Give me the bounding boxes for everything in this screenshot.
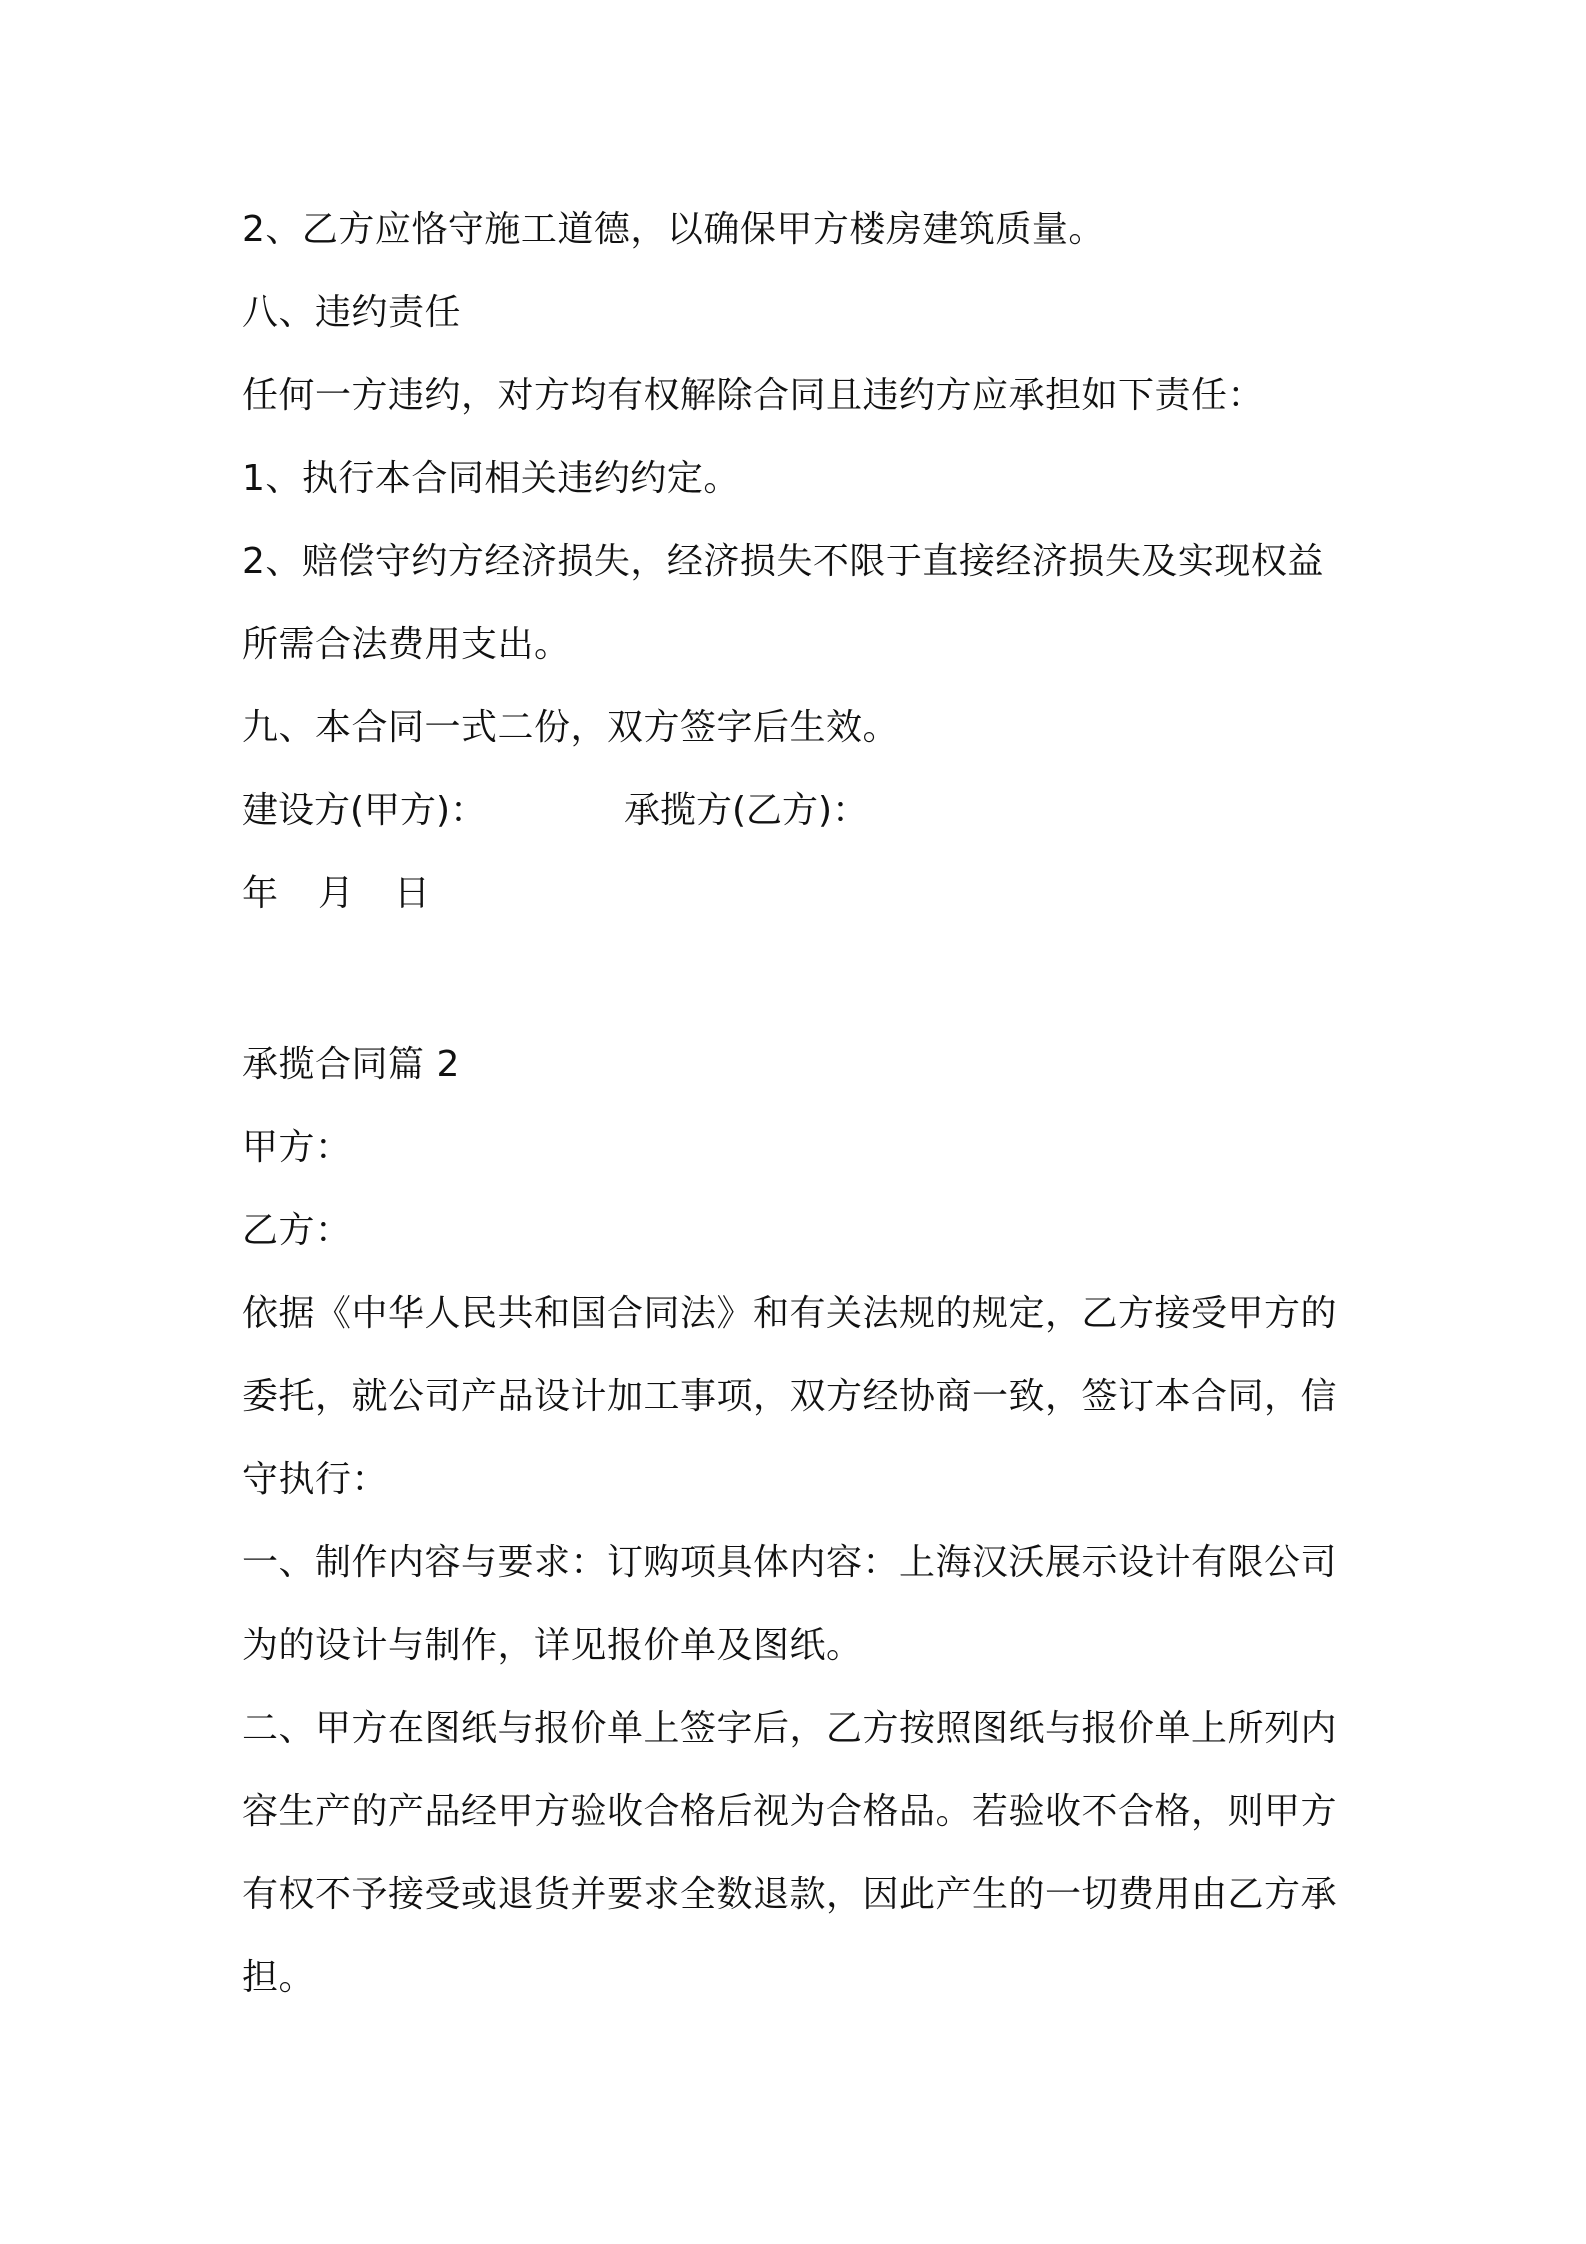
date-month: 月 — [318, 873, 355, 914]
preamble-line-3: 守执行： — [242, 1459, 389, 1500]
section-1-line-2: 为的设计与制作，详见报价单及图纸。 — [242, 1625, 863, 1666]
section-2-line-2: 容生产的产品经甲方验收合格后视为合格品。若验收不合格，则甲方 — [242, 1791, 1338, 1832]
part-2-title: 承揽合同篇 2 — [242, 1044, 460, 1085]
clause-7-2: 2、乙方应恪守施工道德，以确保甲方楼房建筑质量。 — [242, 209, 1105, 250]
section-8-intro: 任何一方违约，对方均有权解除合同且违约方应承担如下责任： — [242, 375, 1265, 416]
signature-party-b: 承揽方(乙方)： — [624, 790, 869, 831]
section-8-item-2-line-1: 2、赔偿守约方经济损失，经济损失不限于直接经济损失及实现权益 — [242, 541, 1324, 582]
section-8-title: 八、违约责任 — [242, 292, 462, 333]
preamble-line-1: 依据《中华人民共和国合同法》和有关法规的规定，乙方接受甲方的 — [242, 1293, 1338, 1334]
section-8-item-2-line-2: 所需合法费用支出。 — [242, 624, 571, 665]
date-row — [242, 870, 430, 918]
signature-party-a: 建设方(甲方)： — [242, 790, 487, 831]
section-2-line-3: 有权不予接受或退货并要求全数退款，因此产生的一切费用由乙方承 — [242, 1874, 1338, 1915]
section-8-item-1: 1、执行本合同相关违约约定。 — [242, 458, 740, 499]
section-2-line-4: 担。 — [242, 1957, 316, 1998]
section-2-line-1: 二、甲方在图纸与报价单上签字后，乙方按照图纸与报价单上所列内 — [242, 1708, 1338, 1749]
party-b-line: 乙方： — [242, 1210, 352, 1251]
preamble-line-2: 委托，就公司产品设计加工事项，双方经协商一致，签订本合同，信 — [242, 1376, 1338, 1417]
party-a-line: 甲方： — [242, 1127, 352, 1168]
section-9: 九、本合同一式二份，双方签字后生效。 — [242, 707, 900, 748]
section-1-line-1: 一、制作内容与要求：订购项具体内容：上海汉沃展示设计有限公司 — [242, 1542, 1338, 1583]
date-day: 日 — [394, 873, 431, 914]
date-year: 年 — [242, 873, 279, 914]
